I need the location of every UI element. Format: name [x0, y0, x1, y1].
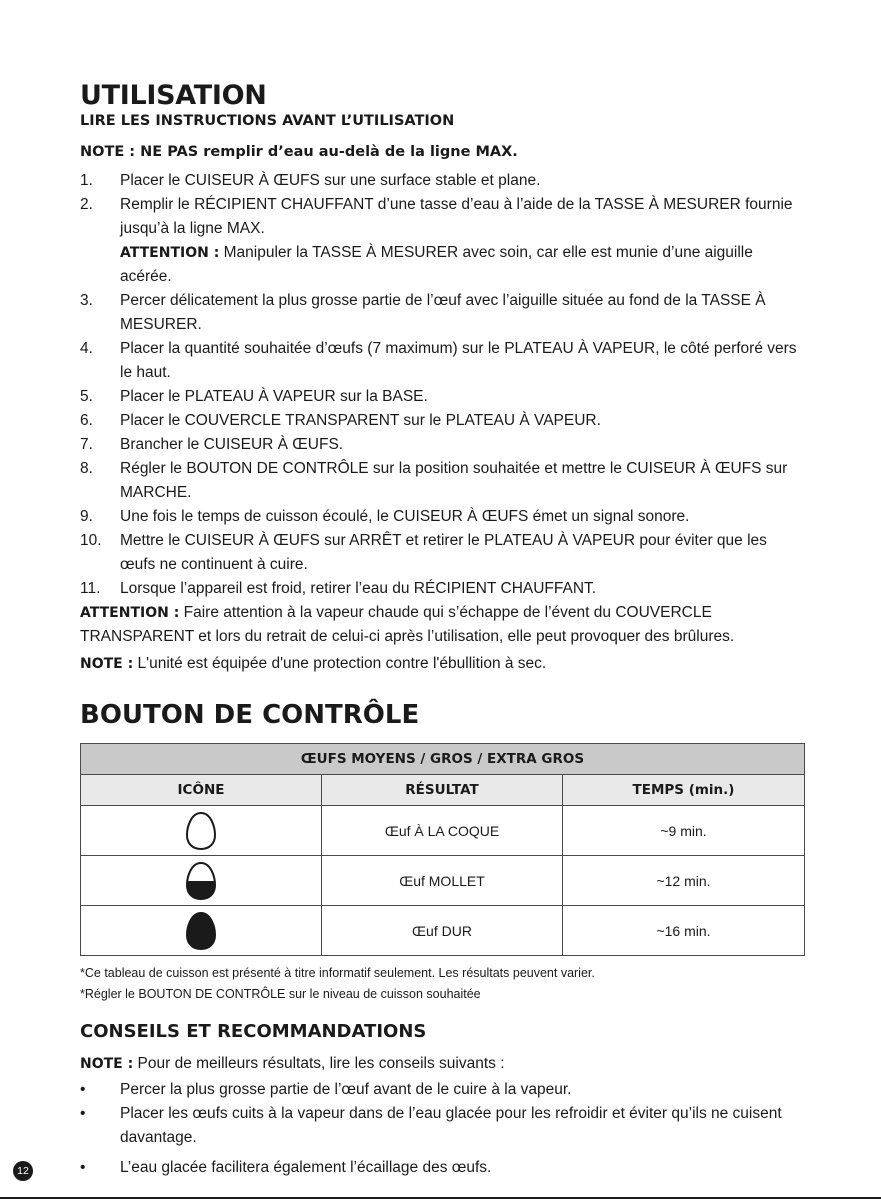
- step-item: [80, 577, 805, 601]
- tip-text: Placer les œufs cuits à la vapeur dans de l’eau glacée pour les refroidir et éviter qu’ils ne cuisent davantage.: [120, 1105, 782, 1146]
- note-label: NOTE :: [80, 656, 134, 672]
- attention-label: ATTENTION :: [120, 245, 220, 261]
- step-text: Une fois le temps de cuisson écoulé, le CUISEUR À ŒUFS émet un signal sonore.: [120, 508, 690, 525]
- dry-boil-note: [80, 652, 805, 676]
- result-cell: Œuf DUR: [322, 906, 563, 956]
- utilisation-subtitle: LIRE LES INSTRUCTIONS AVANT L’UTILISATION: [80, 113, 455, 129]
- step-number: 4.: [80, 340, 93, 357]
- note-label: NOTE :: [80, 1056, 134, 1072]
- step-text: Lorsque l’appareil est froid, retirer l’eau du RÉCIPIENT CHAUFFANT.: [120, 580, 597, 597]
- list-item: [80, 1078, 805, 1102]
- bullet-icon: •: [80, 1159, 86, 1176]
- attention-label: ATTENTION :: [80, 605, 180, 621]
- step-item: [80, 289, 805, 337]
- cooking-table: [80, 743, 805, 956]
- list-item: [80, 1102, 805, 1150]
- attention-paragraph: [80, 601, 805, 649]
- icon-cell: [81, 856, 322, 906]
- step-number: 1.: [80, 172, 93, 189]
- step-number: 8.: [80, 460, 93, 477]
- attention-text: Faire attention à la vapeur chaude qui s’échappe de l’évent du COUVERCLE TRANSPARENT et lors du retrait de celui-ci après l’utilisation, elle peut provoquer des brûlures.: [80, 604, 735, 645]
- step-number: 5.: [80, 388, 93, 405]
- egg-full-icon: [185, 911, 217, 951]
- page-number: 12: [13, 1161, 33, 1181]
- max-line-note: [80, 143, 805, 161]
- step-item: [80, 337, 805, 385]
- step-number: 10.: [80, 532, 102, 549]
- result-cell: Œuf À LA COQUE: [322, 806, 563, 856]
- table-footnotes: [80, 963, 805, 1005]
- note-text: L'unité est équipée d'une protection contre l'ébullition à sec.: [133, 655, 547, 672]
- time-cell: ~12 min.: [563, 856, 805, 906]
- step-text: Placer la quantité souhaitée d’œufs (7 maximum) sur le PLATEAU À VAPEUR, le côté perforé vers le haut.: [120, 340, 797, 381]
- step-item: [80, 193, 805, 289]
- tips-list: [80, 1078, 805, 1180]
- attention-text: Manipuler la TASSE À MESURER avec soin, car elle est munie d’une aiguille acérée.: [120, 244, 753, 285]
- step-item: [80, 433, 805, 457]
- step-number: 6.: [80, 412, 93, 429]
- step-text: Brancher le CUISEUR À ŒUFS.: [120, 436, 344, 453]
- table-title: ŒUFS MOYENS / GROS / EXTRA GROS: [81, 744, 805, 775]
- column-header-icon: ICÔNE: [81, 775, 322, 806]
- egg-half-icon: [185, 861, 217, 901]
- column-header-result: RÉSULTAT: [322, 775, 563, 806]
- step-item: [80, 529, 805, 577]
- icon-cell: [81, 806, 322, 856]
- time-cell: ~9 min.: [563, 806, 805, 856]
- tip-text: Percer la plus grosse partie de l’œuf avant de le cuire à la vapeur.: [120, 1081, 572, 1098]
- table-row: [81, 806, 805, 856]
- control-title: BOUTON DE CONTRÔLE: [80, 700, 420, 730]
- step-text: Remplir le RÉCIPIENT CHAUFFANT d’une tasse d’eau à l’aide de la TASSE À MESURER fournie jusqu’à la ligne MAX.: [120, 196, 793, 237]
- step-text: Placer le PLATEAU À VAPEUR sur la BASE.: [120, 388, 428, 405]
- note-text: Pour de meilleurs résultats, lire les conseils suivants :: [133, 1055, 505, 1072]
- step-item: [80, 385, 805, 409]
- step-attention: [120, 241, 805, 289]
- table-row: [81, 856, 805, 906]
- column-header-time: TEMPS (min.): [563, 775, 805, 806]
- time-cell: ~16 min.: [563, 906, 805, 956]
- footnote: *Régler le BOUTON DE CONTRÔLE sur le niveau de cuisson souhaitée: [80, 987, 481, 1001]
- step-number: 9.: [80, 508, 93, 525]
- result-cell: Œuf MOLLET: [322, 856, 563, 906]
- step-text: Placer le CUISEUR À ŒUFS sur une surface stable et plane.: [120, 172, 541, 189]
- step-text: Mettre le CUISEUR À ŒUFS sur ARRÊT et retirer le PLATEAU À VAPEUR pour éviter que les œufs ne continuent à cuire.: [120, 532, 767, 573]
- bullet-icon: •: [80, 1105, 86, 1122]
- steps-list: [80, 169, 805, 601]
- step-block: [120, 193, 805, 289]
- step-item: [80, 505, 805, 529]
- step-number: 7.: [80, 436, 93, 453]
- tips-title: CONSEILS ET RECOMMANDATIONS: [80, 1021, 427, 1042]
- list-item: [80, 1156, 805, 1180]
- step-text: Percer délicatement la plus grosse partie de l’œuf avec l’aiguille située au fond de la TASSE À MESURER.: [120, 292, 766, 333]
- note-text: NE PAS remplir d’eau au-delà de la ligne MAX.: [135, 144, 518, 160]
- icon-cell: [81, 906, 322, 956]
- tips-note: [80, 1052, 805, 1076]
- bottom-rule: [0, 1197, 881, 1199]
- step-number: 3.: [80, 292, 93, 309]
- note-label: NOTE :: [80, 144, 136, 160]
- step-text: Placer le COUVERCLE TRANSPARENT sur le PLATEAU À VAPEUR.: [120, 412, 601, 429]
- step-text: Régler le BOUTON DE CONTRÔLE sur la position souhaitée et mettre le CUISEUR À ŒUFS sur MARCHE.: [120, 460, 788, 501]
- step-item: [80, 169, 805, 193]
- step-number: 11.: [80, 580, 101, 597]
- table-row: [81, 906, 805, 956]
- tip-text: L’eau glacée facilitera également l’écaillage des œufs.: [120, 1159, 492, 1176]
- utilisation-title: UTILISATION: [80, 80, 267, 111]
- step-item: [80, 409, 805, 433]
- step-item: [80, 457, 805, 505]
- footnote: *Ce tableau de cuisson est présenté à titre informatif seulement. Les résultats peuvent varier.: [80, 966, 595, 980]
- step-number: 2.: [80, 196, 93, 213]
- page-content: [80, 80, 805, 1180]
- egg-empty-icon: [185, 811, 217, 851]
- bullet-icon: •: [80, 1081, 86, 1098]
